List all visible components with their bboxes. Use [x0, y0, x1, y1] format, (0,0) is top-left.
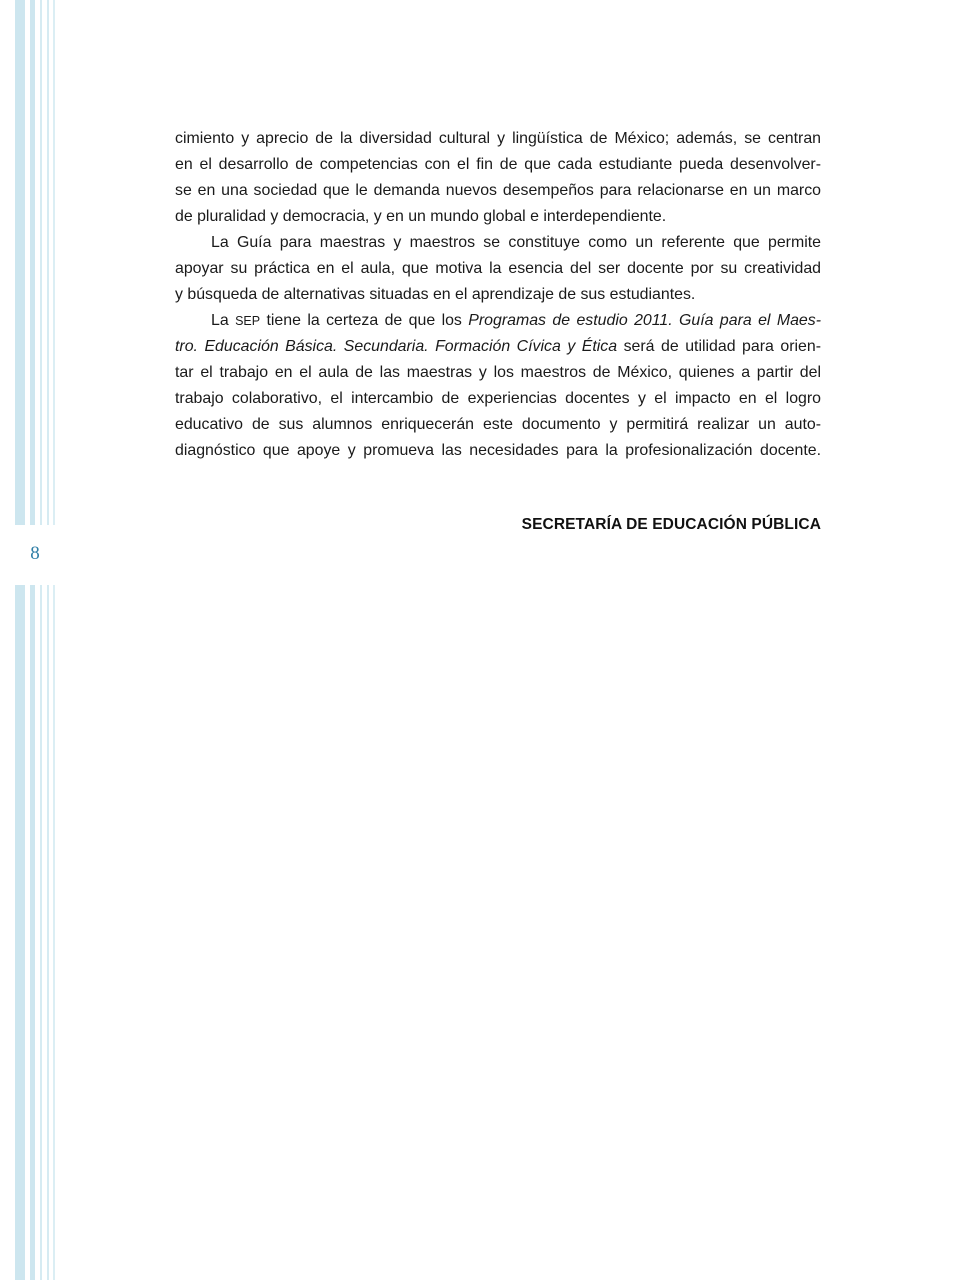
stripe: [47, 585, 49, 1280]
decorative-stripes-top: [0, 0, 60, 525]
text-line: diagnóstico que apoye y promueva las necesidades para la profesionalización docente.: [175, 442, 821, 459]
text-line: y búsqueda de alternativas situadas en el aprendizaje de sus estudiantes.: [175, 286, 696, 303]
acronym-sep: SEP: [235, 314, 261, 328]
stripe: [53, 585, 55, 1280]
text-run: será de utilidad para orien-: [617, 338, 821, 355]
stripe: [40, 585, 42, 1280]
stripe: [47, 0, 49, 525]
decorative-stripes-bottom: [0, 585, 60, 1280]
text-line: se en una sociedad que le demanda nuevos desempeños para relacionarse en un marco: [175, 182, 821, 199]
paragraph-3: [175, 308, 821, 464]
text-line: La Guía para maestras y maestros se constituye como un referente que permite: [211, 234, 821, 251]
book-title: tro. Educación Básica. Secundaria. Formación Cívica y Ética: [175, 338, 618, 355]
book-title: Programas de estudio 2011. Guía para el Maes-: [468, 312, 822, 329]
paragraph-2: [175, 230, 821, 308]
page-number: 8: [30, 543, 40, 564]
stripe: [40, 0, 42, 525]
text-line: educativo de sus alumnos enriquecerán este documento y permitirá realizar un auto-: [175, 416, 821, 433]
text-line: apoyar su práctica en el aula, que motiva la esencia del ser docente por su creatividad: [175, 260, 821, 277]
stripe: [15, 0, 25, 525]
signature: SECRETARÍA DE EDUCACIÓN PÚBLICA: [521, 516, 821, 533]
text-line: tar el trabajo en el aula de las maestras y los maestros de México, quienes a partir del: [175, 364, 821, 381]
text-line: trabajo colaborativo, el intercambio de experiencias docentes y el impacto en el logro: [175, 390, 821, 407]
text-run: La: [211, 312, 236, 329]
text-line: [175, 308, 821, 334]
text-line: cimiento y aprecio de la diversidad cultural y lingüística de México; además, se centran: [175, 130, 821, 147]
stripe: [15, 585, 25, 1280]
body-text: [175, 126, 821, 464]
text-line: [175, 334, 821, 360]
paragraph-1: [175, 126, 821, 230]
stripe: [30, 0, 35, 525]
stripe: [30, 585, 35, 1280]
text-run: tiene la certeza de que los: [260, 312, 469, 329]
stripe: [53, 0, 55, 525]
text-line: en el desarrollo de competencias con el fin de que cada estudiante pueda desenvolver-: [175, 156, 821, 173]
text-line: de pluralidad y democracia, y en un mundo global e interdependiente.: [175, 208, 667, 225]
